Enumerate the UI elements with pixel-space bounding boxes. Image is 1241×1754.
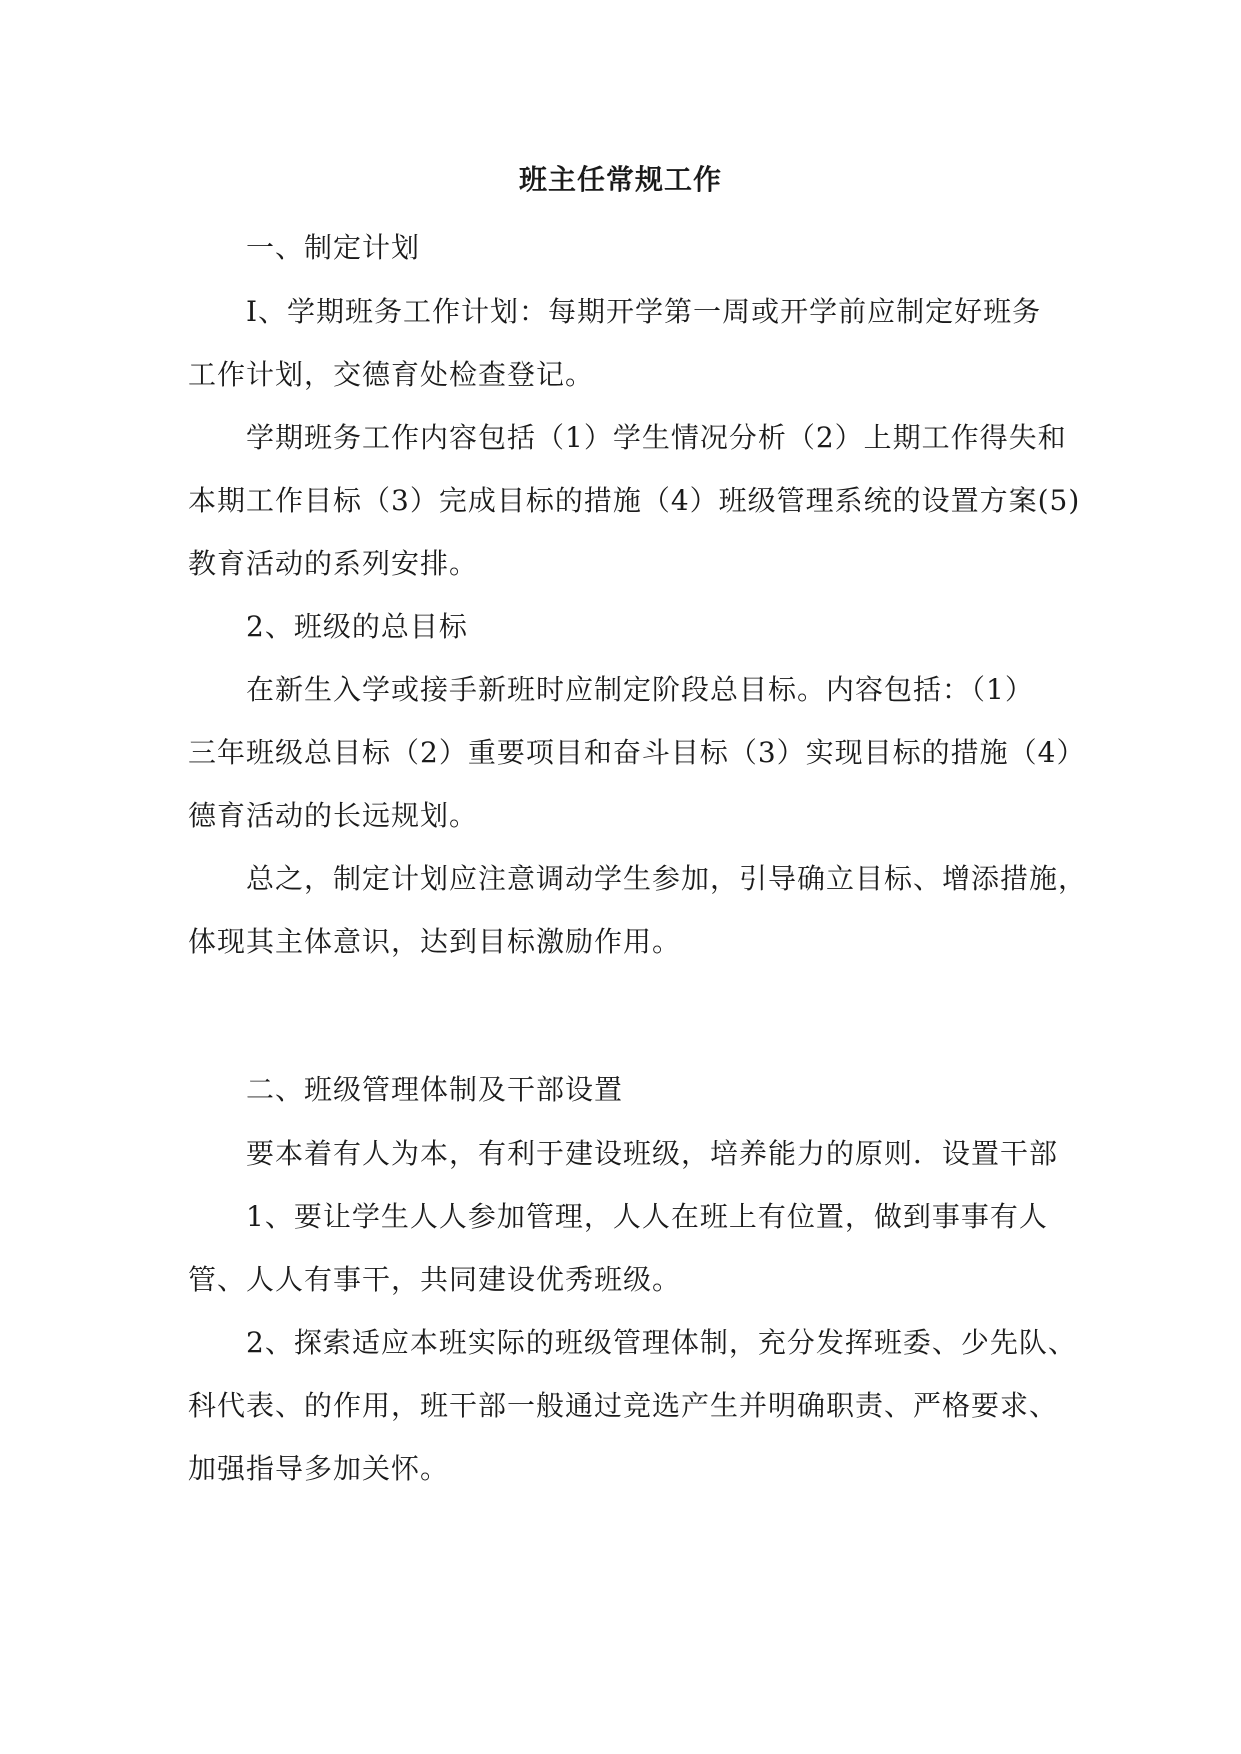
paragraph-line: 总之，制定计划应注意调动学生参加，引导确立目标、增添措施， bbox=[246, 862, 1088, 895]
paragraph-line: 科代表、的作用，班干部一般通过竞选产生并明确职责、严格要求、 bbox=[188, 1389, 1059, 1422]
paragraph-line: 本期工作目标（3）完成目标的措施（4）班级管理系统的设置方案(5) bbox=[188, 484, 1081, 517]
paragraph-line: 工作计划，交德育处检查登记。 bbox=[188, 358, 595, 391]
paragraph-line: 在新生入学或接手新班时应制定阶段总目标。内容包括：（1） bbox=[246, 673, 1034, 706]
paragraph-line: 1、要让学生人人参加管理，人人在班上有位置，做到事事有人 bbox=[246, 1200, 1048, 1233]
section-heading-2: 二、班级管理体制及干部设置 bbox=[246, 1073, 624, 1106]
paragraph-line: 学期班务工作内容包括（1）学生情况分析（2）上期工作得失和 bbox=[246, 421, 1067, 454]
paragraph-line: 要本着有人为本，有利于建设班级，培养能力的原则．设置干部 bbox=[246, 1137, 1059, 1170]
paragraph-line: 管、人人有事干，共同建设优秀班级。 bbox=[188, 1263, 682, 1296]
paragraph-line: 2、探索适应本班实际的班级管理体制，充分发挥班委、少先队、 bbox=[246, 1326, 1077, 1359]
paragraph-line: I、学期班务工作计划：每期开学第一周或开学前应制定好班务 bbox=[246, 295, 1042, 328]
paragraph-line: 体现其主体意识，达到目标激励作用。 bbox=[188, 925, 682, 958]
paragraph-line: 教育活动的系列安排。 bbox=[188, 547, 479, 580]
paragraph-line: 三年班级总目标（2）重要项目和奋斗目标（3）实现目标的措施（4） bbox=[188, 736, 1086, 769]
subheading-line: 2、班级的总目标 bbox=[246, 610, 468, 643]
paragraph-line: 德育活动的长远规划。 bbox=[188, 799, 479, 832]
section-heading-1: 一、制定计划 bbox=[246, 231, 421, 264]
paragraph-line: 加强指导多加关怀。 bbox=[188, 1452, 450, 1485]
document-title: 班主任常规工作 bbox=[518, 163, 722, 196]
